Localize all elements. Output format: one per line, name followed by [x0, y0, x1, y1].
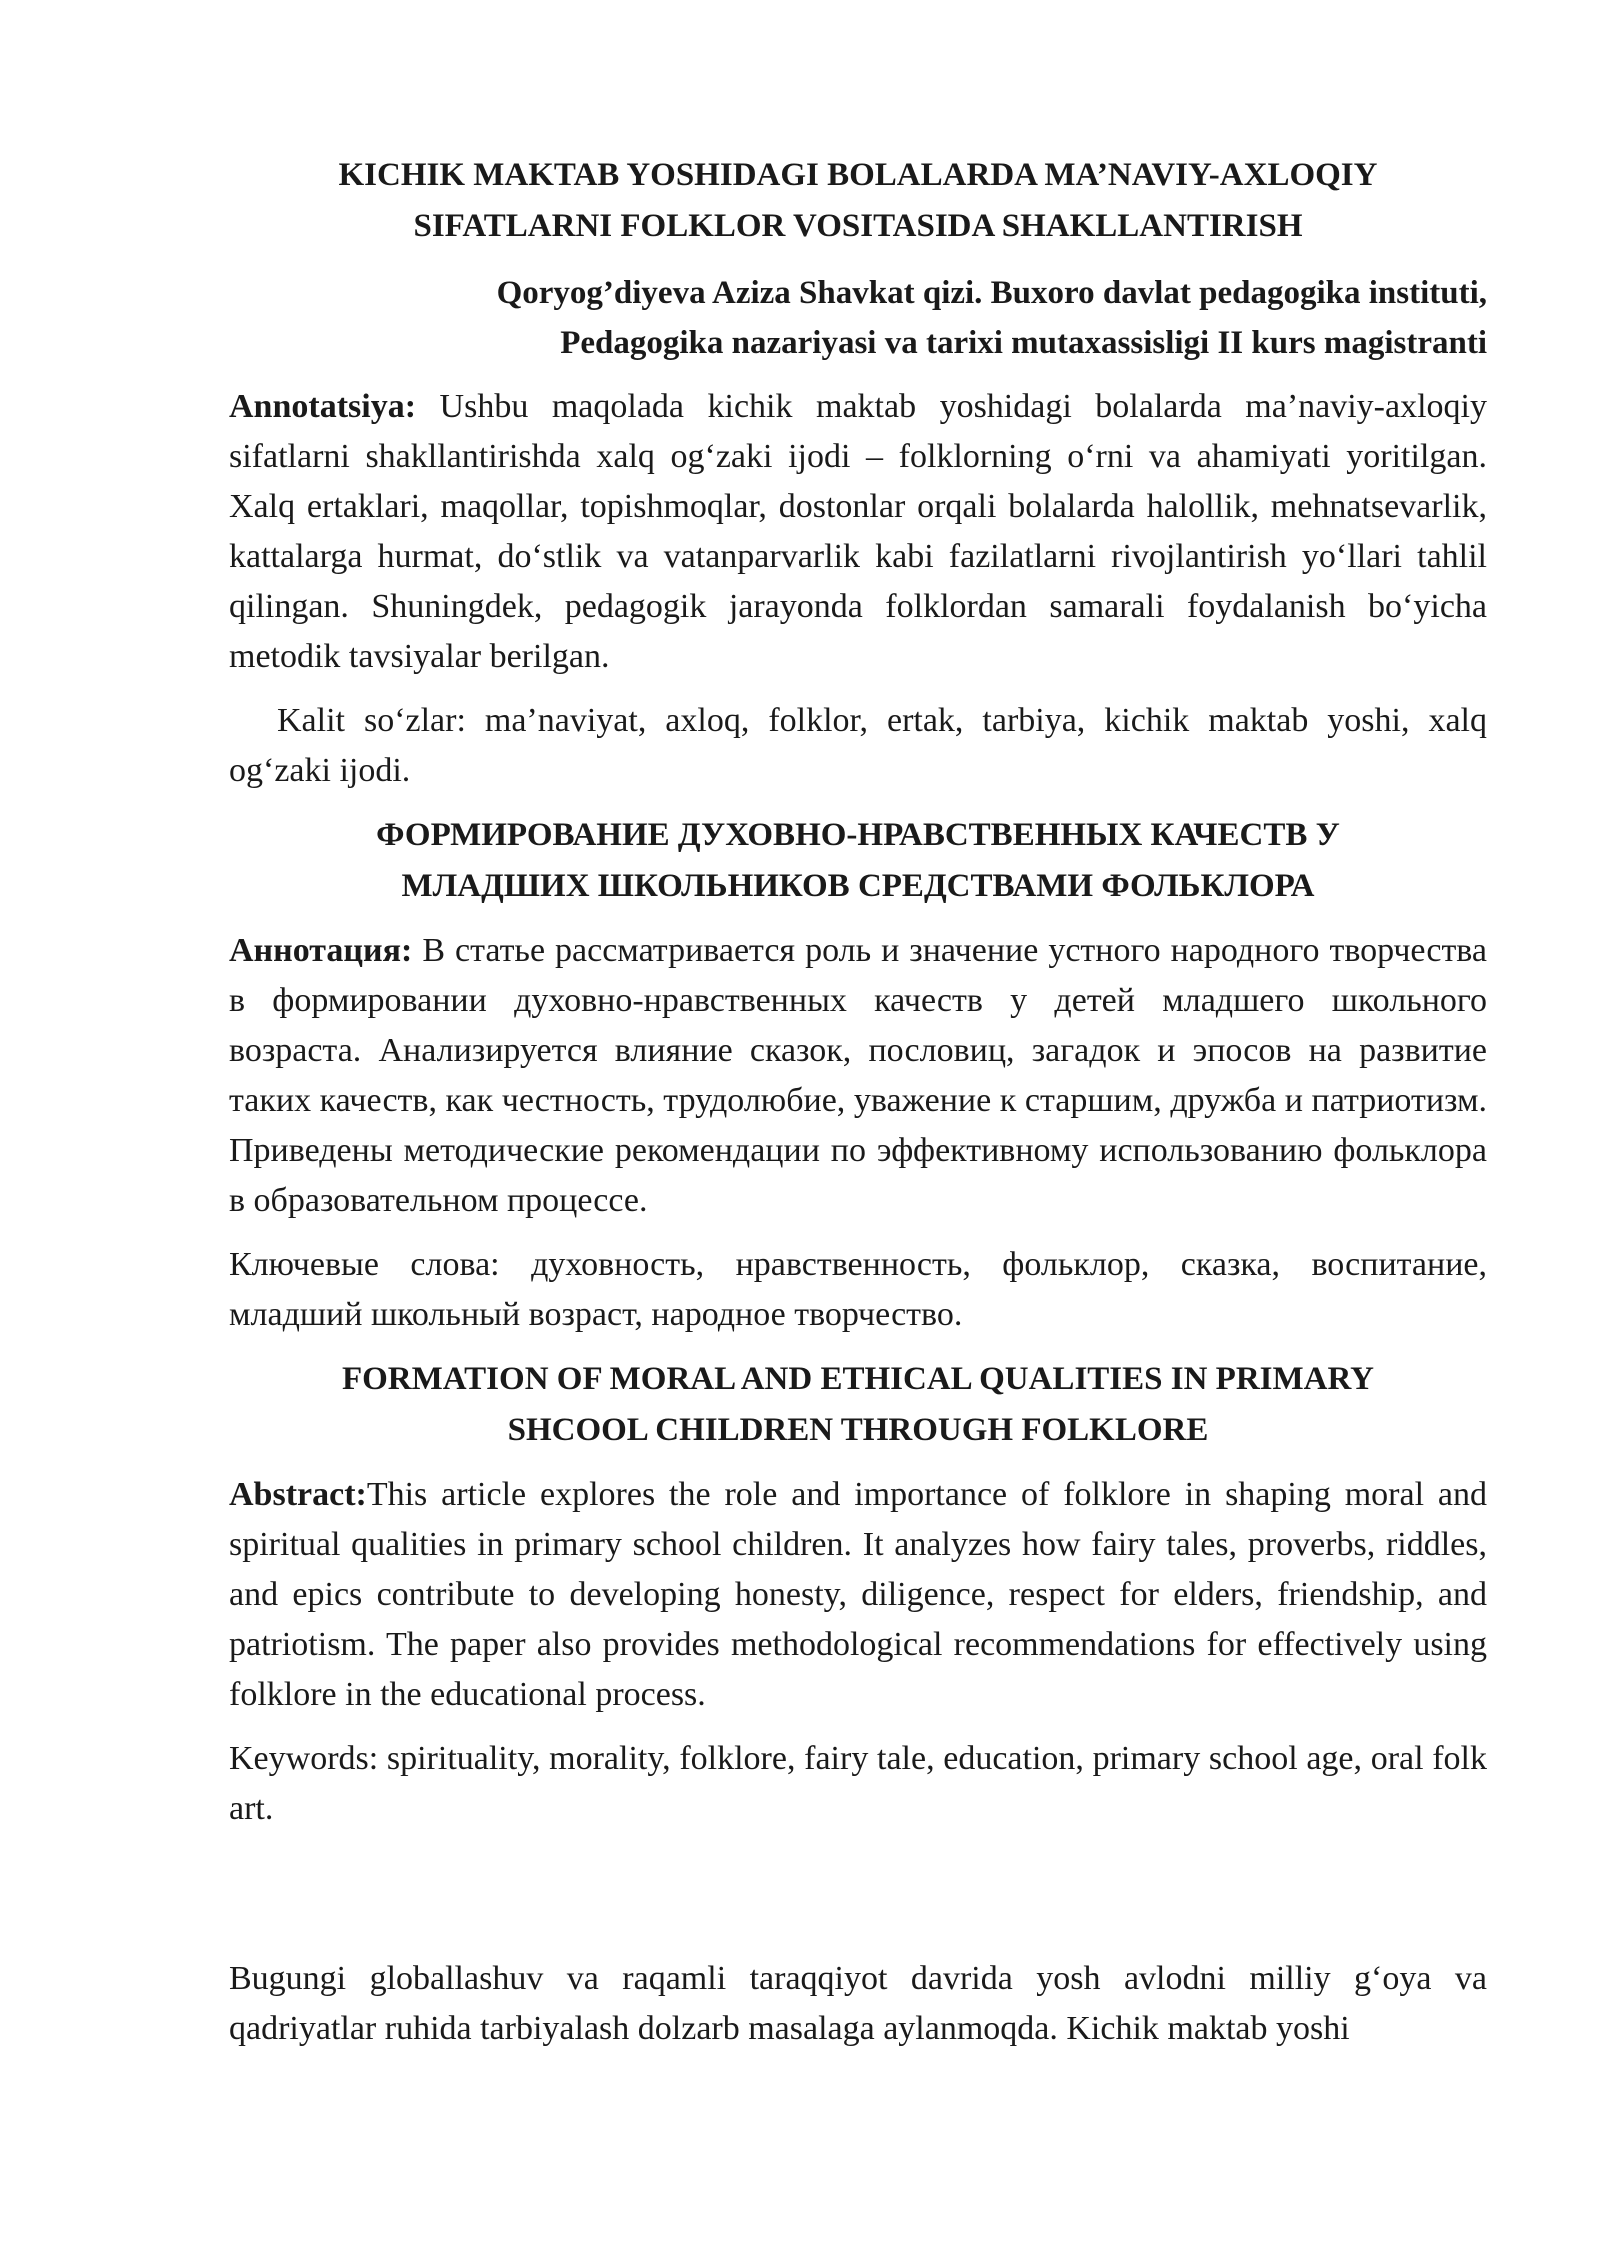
en-title	[229, 1354, 1487, 1456]
en-keywords: Keywords: spirituality, morality, folklore, fairy tale, education, primary school age, oral folk art.	[229, 1740, 1487, 1827]
uz-abstract-label: Annotatsiya:	[229, 388, 417, 425]
author-line2: Pedagogika nazariyasi va tarixi mutaxassisligi II kurs magistranti	[560, 325, 1487, 361]
author-line1: Qoryog’diyeva Aziza Shavkat qizi. Buxoro davlat pedagogika instituti,	[496, 275, 1487, 311]
ru-keywords: Ключевые слова: духовность, нравственность, фольклор, сказка, воспитание, младший школьный возраст, народное творчество.	[229, 1246, 1487, 1333]
en-title-line2: SHCOOL CHILDREN THROUGH FOLKLORE	[507, 1412, 1209, 1448]
uz-title-line1: KICHIK MAKTAB YOSHIDAGI BOLALARDA MA’NAVIY-AXLOQIY	[338, 157, 1378, 193]
en-abstract	[229, 1470, 1487, 1720]
en-abstract-label: Abstract:	[229, 1476, 367, 1513]
ru-abstract-label: Аннотация:	[229, 932, 413, 969]
uz-title	[229, 150, 1487, 252]
ru-abstract-text: В статье рассматривается роль и значение устного народного творчества в формировании духовно-нравственных качеств у детей младшего школьного возраста. Анализируется влияние сказок, пословиц, загадок и эпосов на развитие таких качеств, как честность, трудолюбие, уважение к старшим, дружба и патриотизм. Приведены методические рекомендации по эффективному использованию фольклора в образовательном процессе.	[229, 932, 1487, 1219]
uz-abstract	[229, 382, 1487, 682]
ru-abstract	[229, 926, 1487, 1226]
author-affiliation	[229, 268, 1487, 368]
en-abstract-text: This article explores the role and importance of folklore in shaping moral and spiritual qualities in primary school children. It analyzes how fairy tales, proverbs, riddles, and epics contribute to developing honesty, diligence, respect for elders, friendship, and patriotism. The paper also provides methodological recommendations for effectively using folklore in the educational process.	[229, 1476, 1487, 1713]
body-intro-paragraph: Bugungi globallashuv va raqamli taraqqiyot davrida yosh avlodni milliy g‘oya va qadriyatlar ruhida tarbiyalash dolzarb masalaga aylanmoqda. Kichik maktab yoshi	[229, 1960, 1487, 2047]
ru-title	[229, 810, 1487, 912]
ru-title-line2: МЛАДШИХ ШКОЛЬНИКОВ СРЕДСТВАМИ ФОЛЬКЛОРА	[401, 868, 1315, 904]
uz-keywords: Kalit so‘zlar: ma’naviyat, axloq, folklor, ertak, tarbiya, kichik maktab yoshi, xalq og‘zaki ijodi.	[229, 702, 1487, 789]
paper-page	[229, 150, 1487, 2054]
en-title-line1: FORMATION OF MORAL AND ETHICAL QUALITIES IN PRIMARY	[341, 1361, 1374, 1397]
ru-title-line1: ФОРМИРОВАНИЕ ДУХОВНО-НРАВСТВЕННЫХ КАЧЕСТВ У	[376, 817, 1340, 853]
uz-title-line2: SIFATLARNI FOLKLOR VOSITASIDA SHAKLLANTIRISH	[413, 208, 1303, 244]
uz-abstract-text: Ushbu maqolada kichik maktab yoshidagi bolalarda ma’naviy-axloqiy sifatlarni shakllantirishda xalq og‘zaki ijodi – folklorning o‘rni va ahamiyati yoritilgan. Xalq ertaklari, maqollar, topishmoqlar, dostonlar orqali bolalarda halollik, mehnatsevarlik, kattalarga hurmat, do‘stlik va vatanparvarlik kabi fazilatlarni rivojlantirish yo‘llari tahlil qilingan. Shuningdek, pedagogik jarayonda folklordan samarali foydalanish bo‘yicha metodik tavsiyalar berilgan.	[229, 388, 1487, 675]
